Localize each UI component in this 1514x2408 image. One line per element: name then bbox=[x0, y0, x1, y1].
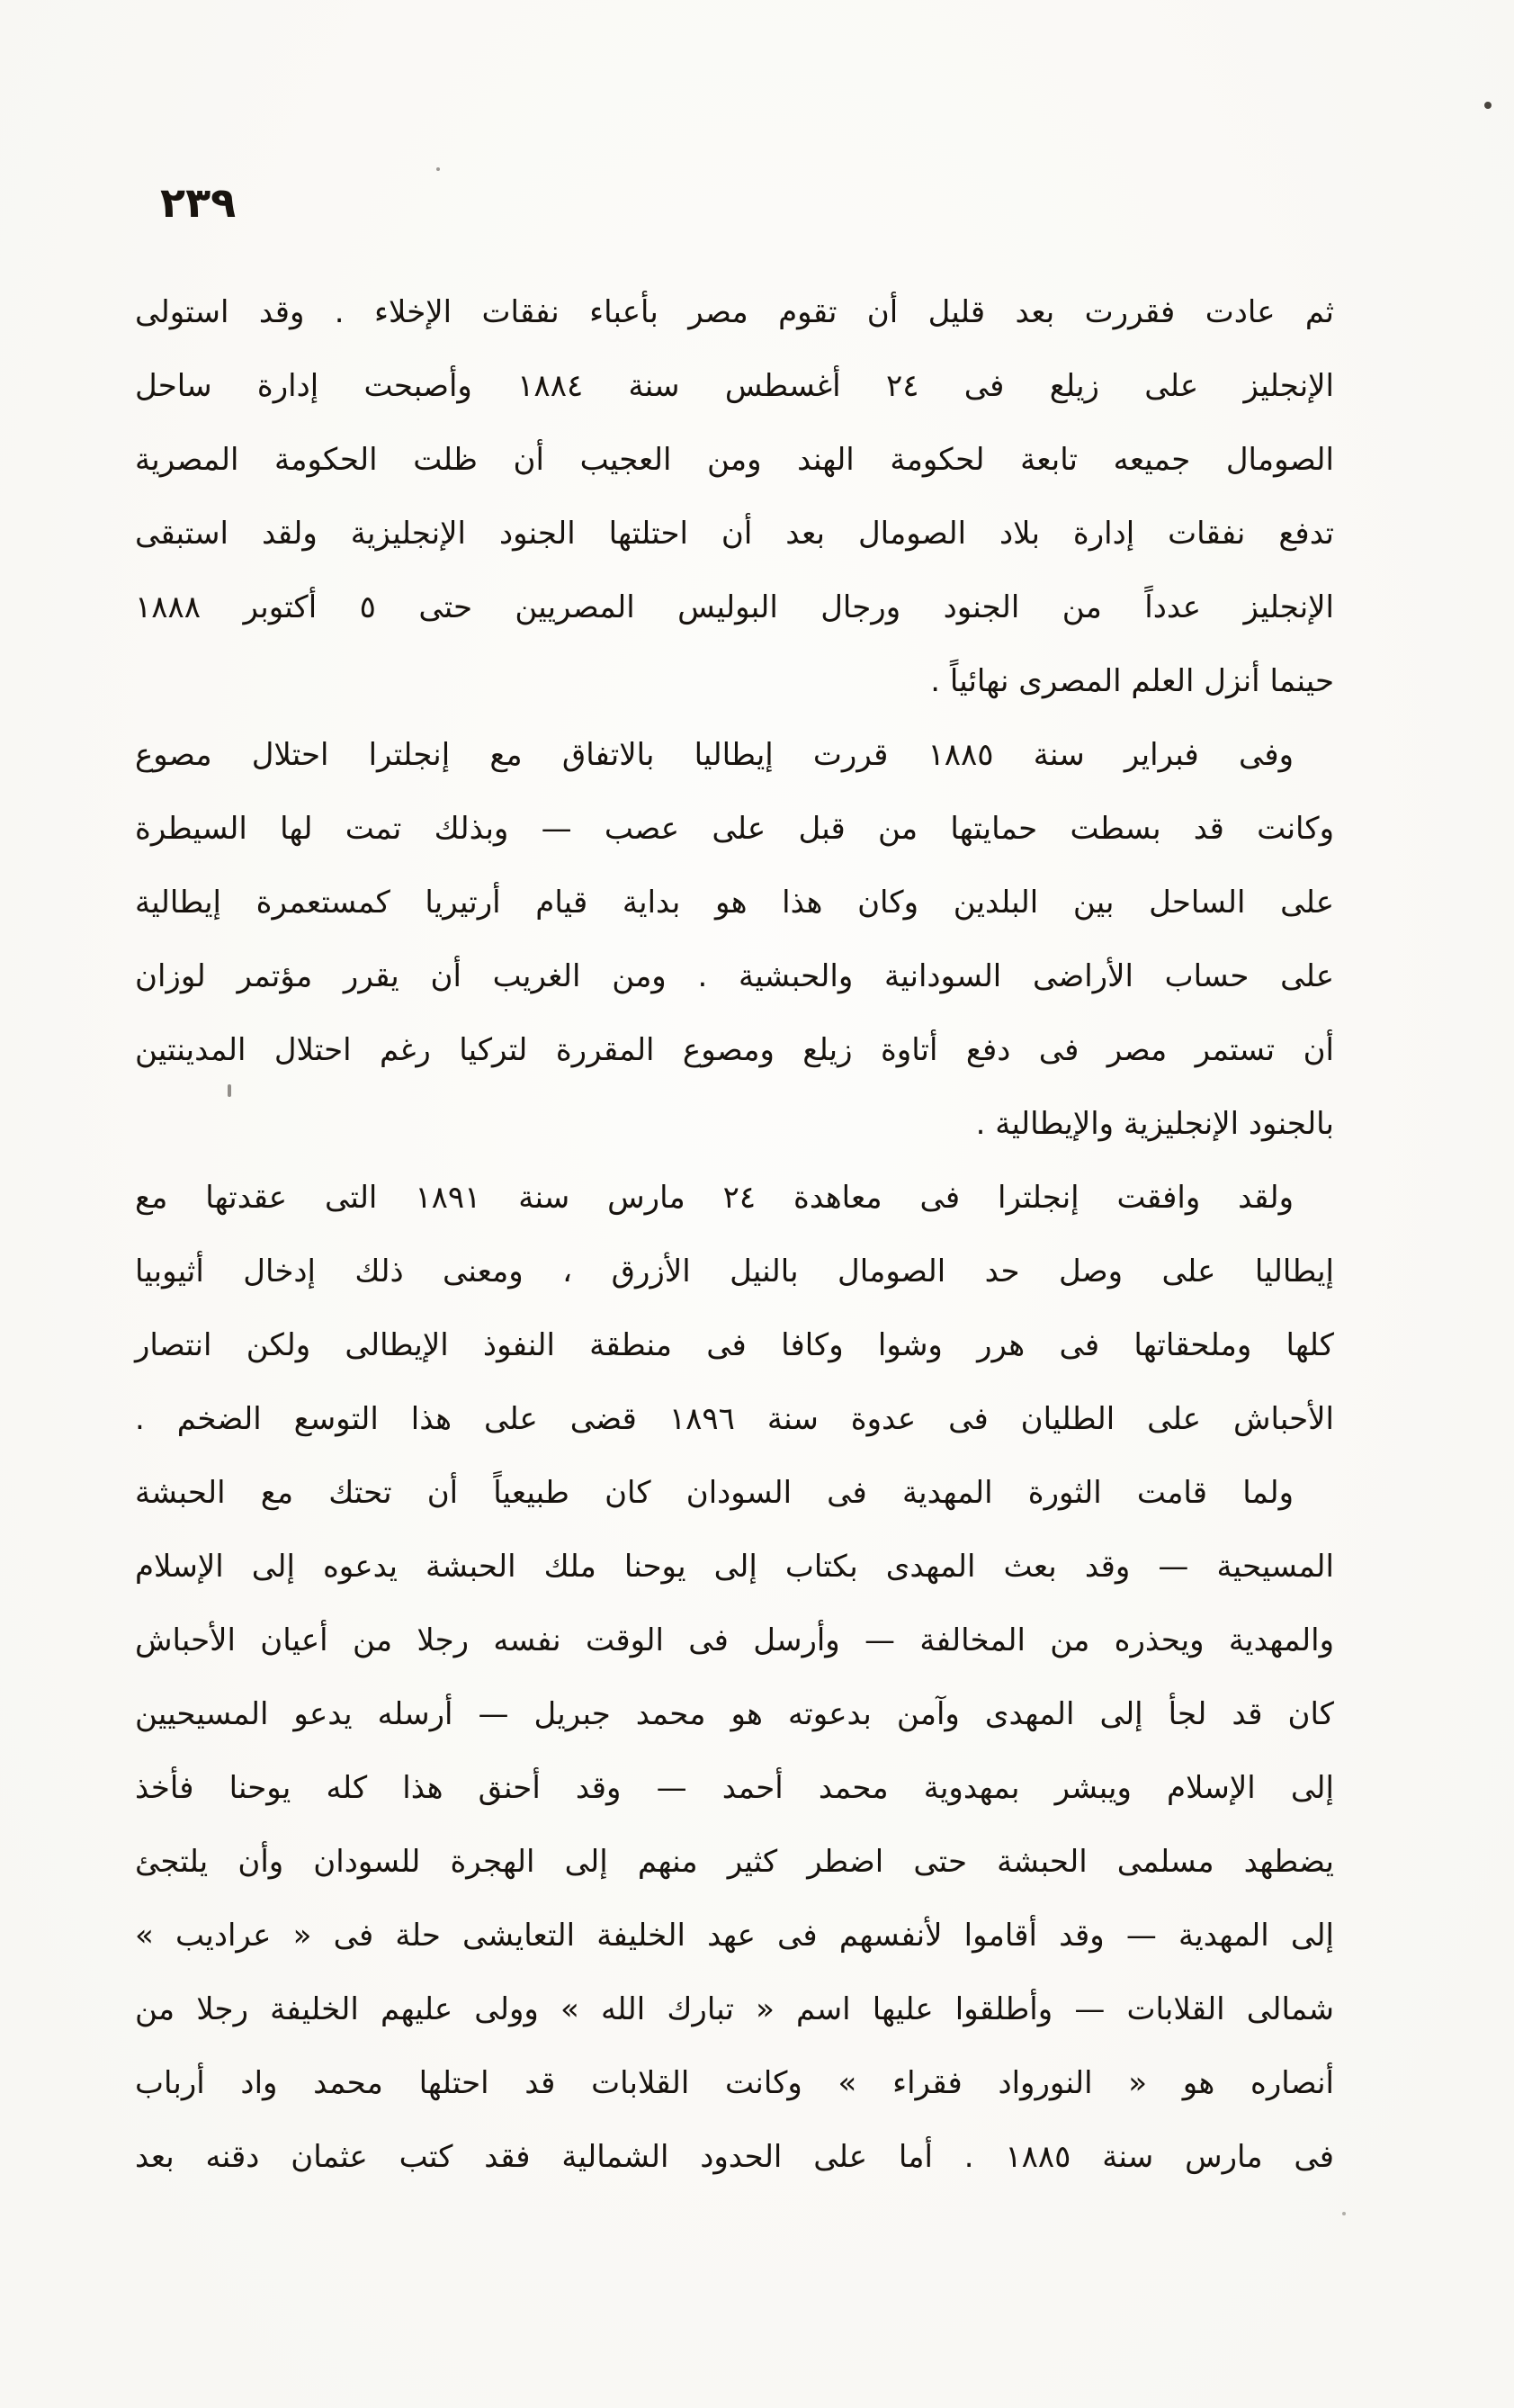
text-line: كلها وملحقاتها فى هرر وشوا وكافا فى منطقة النفوذ الإيطالى ولكن انتصار bbox=[135, 1327, 1334, 1363]
text-line: كان قد لجأ إلى المهدى وآمن بدعوته هو محمد جبريل — أرسله يدعو المسيحيين bbox=[135, 1696, 1334, 1732]
text-line: إلى الإسلام ويبشر بمهدوية محمد أحمد — وقد أحنق هذا كله يوحنا فأخذ bbox=[135, 1770, 1334, 1806]
text-line: على الساحل بين البلدين وكان هذا هو بداية قيام أرتيريا كمستعمرة إيطالية bbox=[135, 885, 1334, 921]
text-line: الإنجليز عدداً من الجنود ورجال البوليس المصريين حتى ٥ أكتوبر ١٨٨٨ bbox=[135, 589, 1334, 625]
text-line: تدفع نفقات إدارة بلاد الصومال بعد أن احتلتها الجنود الإنجليزية ولقد استبقى bbox=[135, 516, 1334, 552]
paragraph-4 bbox=[135, 1456, 1334, 2194]
text-line: الإنجليز على زيلع فى ٢٤ أغسطس سنة ١٨٨٤ وأصبحت إدارة ساحل bbox=[135, 368, 1334, 404]
text-line: ولقد وافقت إنجلترا فى معاهدة ٢٤ مارس سنة ١٨٩١ التى عقدتها مع bbox=[135, 1180, 1294, 1216]
scan-speck bbox=[1484, 102, 1492, 109]
page-number: ٢٣٩ bbox=[160, 178, 237, 227]
text-line: إلى المهدية — وقد أقاموا لأنفسهم فى عهد الخليفة التعايشى حلة فى « عراديب » bbox=[135, 1918, 1334, 1954]
text-line: أنصاره هو « النورواد فقراء » وكانت القلابات قد احتلها محمد واد أرباب bbox=[135, 2065, 1334, 2101]
text-line: الصومال جميعه تابعة لحكومة الهند ومن العجيب أن ظلت الحكومة المصرية bbox=[135, 442, 1334, 478]
text-line: بالجنود الإنجليزية والإيطالية . bbox=[975, 1106, 1334, 1142]
body-text bbox=[135, 275, 1334, 2194]
text-line: على حساب الأراضى السودانية والحبشية . ومن الغريب أن يقرر مؤتمر لوزان bbox=[135, 958, 1334, 994]
scan-speck bbox=[228, 1084, 231, 1097]
paragraph-1 bbox=[135, 275, 1334, 718]
text-line: ولما قامت الثورة المهدية فى السودان كان طبيعياً أن تحتك مع الحبشة bbox=[135, 1475, 1294, 1511]
text-line: إيطاليا على وصل حد الصومال بالنيل الأزرق ، ومعنى ذلك إدخال أثيوبيا bbox=[135, 1253, 1334, 1289]
text-line: يضطهد مسلمى الحبشة حتى اضطر كثير منهم إلى الهجرة للسودان وأن يلتجئ bbox=[135, 1844, 1334, 1880]
paragraph-2 bbox=[135, 718, 1334, 1161]
text-line: المسيحية — وقد بعث المهدى بكتاب إلى يوحنا ملك الحبشة يدعوه إلى الإسلام bbox=[135, 1549, 1334, 1585]
text-line: فى مارس سنة ١٨٨٥ . أما على الحدود الشمالية فقد كتب عثمان دقنه بعد bbox=[135, 2139, 1334, 2175]
text-line: ثم عادت فقررت بعد قليل أن تقوم مصر بأعباء نفقات الإخلاء . وقد استولى bbox=[135, 294, 1334, 330]
text-line: حينما أنزل العلم المصرى نهائياً . bbox=[930, 663, 1334, 699]
scan-speck bbox=[1342, 2212, 1346, 2215]
text-line: أن تستمر مصر فى دفع أتاوة زيلع ومصوع المقررة لتركيا رغم احتلال المدينتين bbox=[135, 1032, 1334, 1068]
text-line: وكانت قد بسطت حمايتها من قبل على عصب — وبذلك تمت لها السيطرة bbox=[135, 811, 1334, 847]
text-line: والمهدية ويحذره من المخالفة — وأرسل فى الوقت نفسه رجلا من أعيان الأحباش bbox=[135, 1622, 1334, 1658]
text-line: وفى فبراير سنة ١٨٨٥ قررت إيطاليا بالاتفاق مع إنجلترا احتلال مصوع bbox=[135, 737, 1294, 773]
text-line: الأحباش على الطليان فى عدوة سنة ١٨٩٦ قضى على هذا التوسع الضخم . bbox=[135, 1401, 1334, 1437]
text-line: شمالى القلابات — وأطلقوا عليها اسم « تبارك الله » وولى عليهم الخليفة رجلا من bbox=[135, 1991, 1334, 2027]
paragraph-3 bbox=[135, 1161, 1334, 1456]
scan-speck bbox=[436, 167, 440, 171]
